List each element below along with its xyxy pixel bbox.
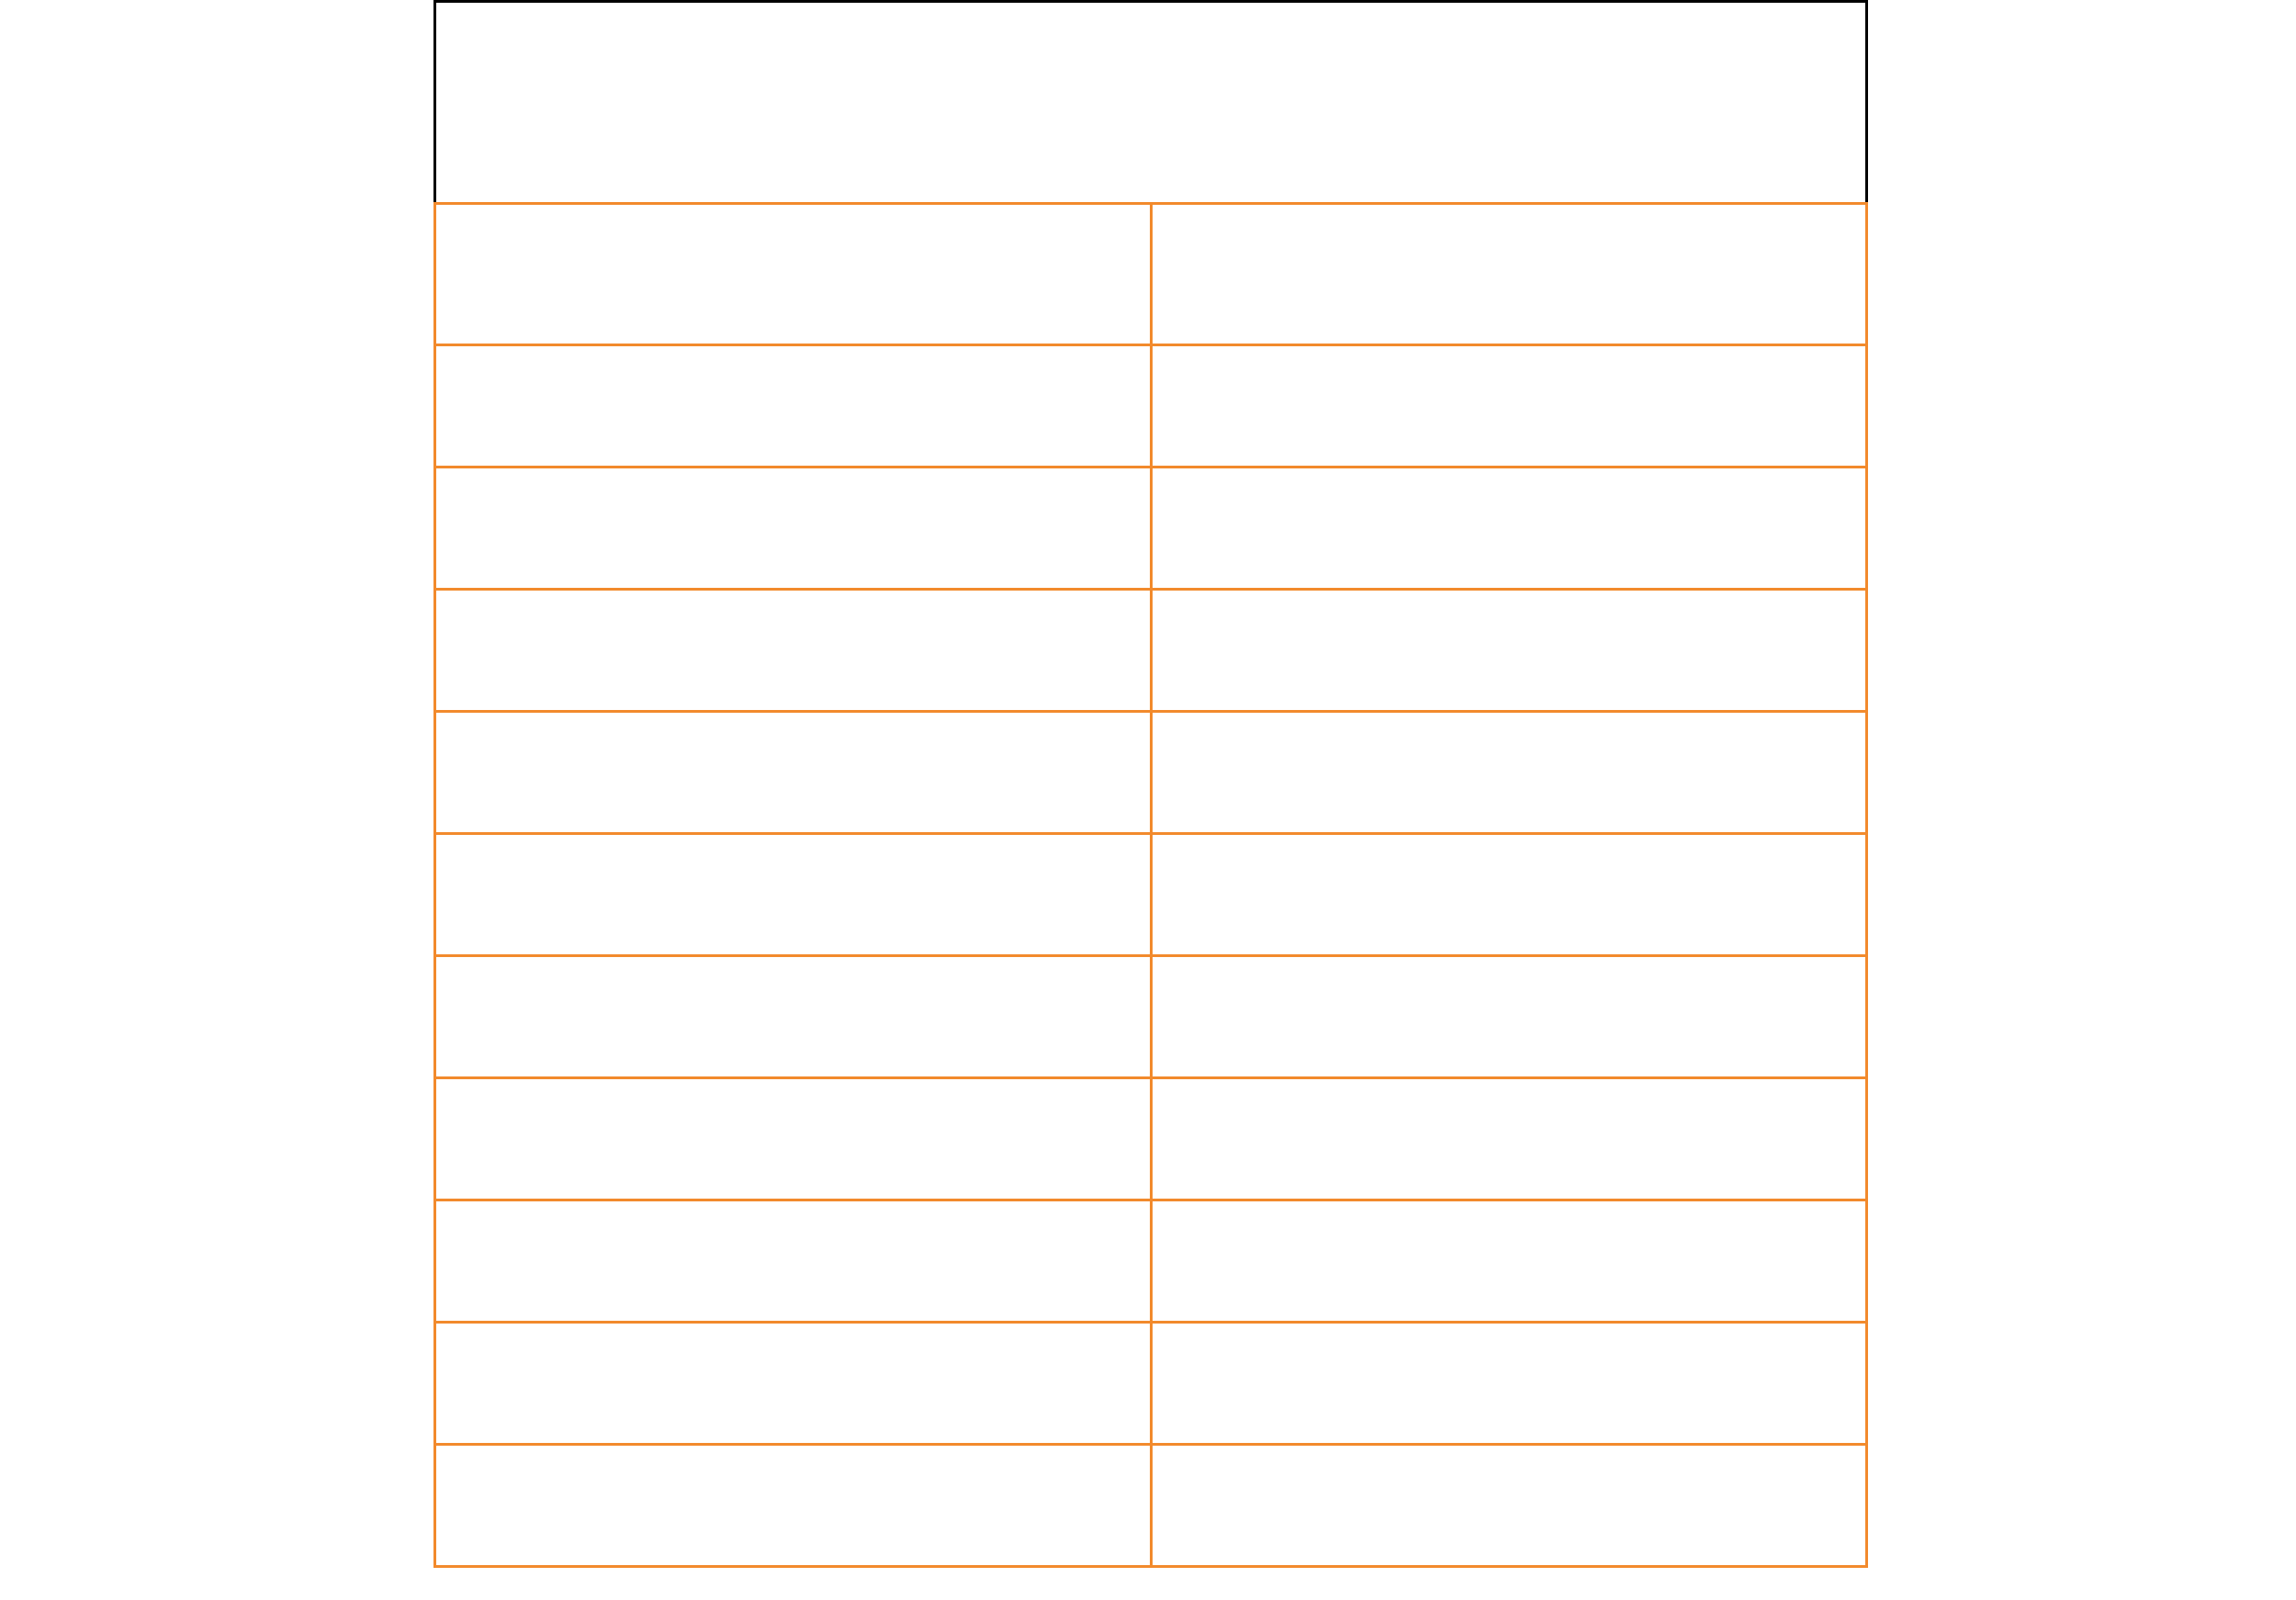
right-cell (1151, 1445, 1867, 1567)
right-cell (1151, 590, 1867, 712)
right-cell (1151, 1323, 1867, 1445)
table-row (435, 590, 1867, 712)
table-row (435, 712, 1867, 834)
table-row (435, 345, 1867, 468)
table-row (435, 468, 1867, 590)
right-cell (1151, 204, 1867, 345)
table-row (435, 1200, 1867, 1323)
right-cell (1151, 956, 1867, 1078)
two-column-grid (433, 202, 1868, 1568)
table-row (435, 1323, 1867, 1445)
worksheet (433, 0, 1872, 1600)
left-cell (435, 1078, 1152, 1200)
table-row (435, 956, 1867, 1078)
left-cell (435, 1323, 1152, 1445)
right-cell (1151, 1200, 1867, 1323)
table-row (435, 1078, 1867, 1200)
left-cell (435, 468, 1152, 590)
left-cell (435, 712, 1152, 834)
left-cell (435, 1445, 1152, 1567)
table-row (435, 834, 1867, 956)
left-cell (435, 590, 1152, 712)
right-cell (1151, 345, 1867, 468)
left-cell (435, 204, 1152, 345)
left-cell (435, 345, 1152, 468)
right-cell (1151, 468, 1867, 590)
left-cell (435, 1200, 1152, 1323)
right-cell (1151, 1078, 1867, 1200)
right-cell (1151, 712, 1867, 834)
left-cell (435, 834, 1152, 956)
table-row (435, 1445, 1867, 1567)
table-row (435, 204, 1867, 345)
right-cell (1151, 834, 1867, 956)
title-box (433, 0, 1868, 202)
left-cell (435, 956, 1152, 1078)
